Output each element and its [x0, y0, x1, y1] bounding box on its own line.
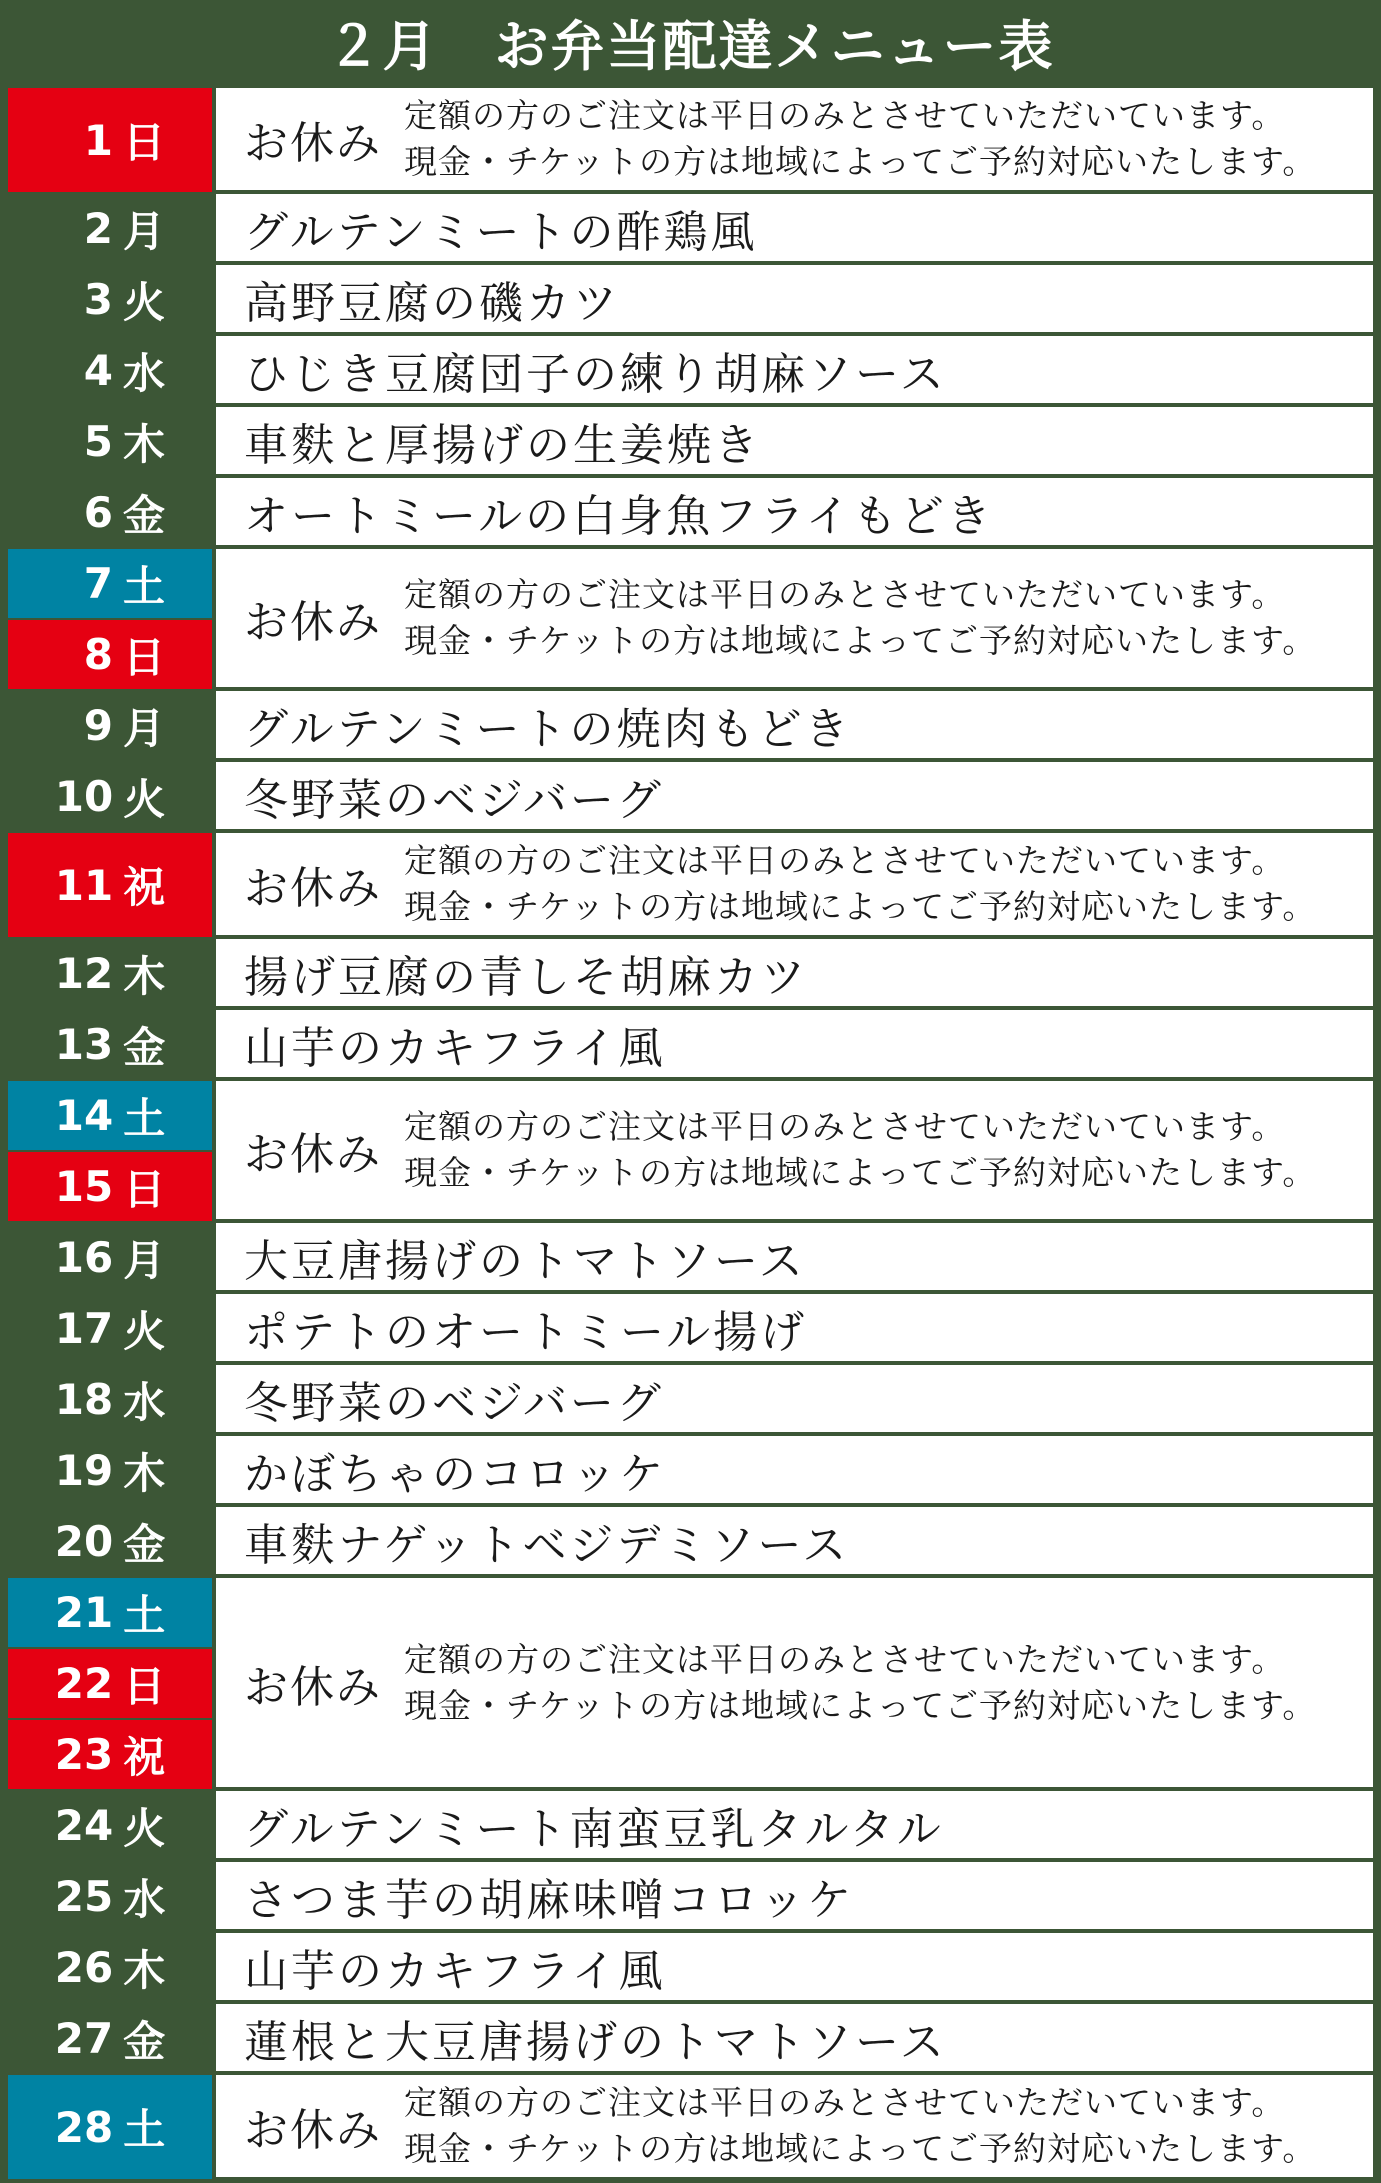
day-number: 1: [83, 115, 113, 165]
weekday: 日: [122, 118, 165, 167]
date-cell: [8, 1081, 212, 1152]
menu-item-name: 冬野菜のベジバーグ: [244, 1377, 664, 1429]
weekday: 金: [123, 2016, 166, 2066]
weekday: 水: [123, 1874, 166, 1924]
menu-item-name: ポテトのオートミール揚げ: [244, 1306, 808, 1358]
day-number: 7: [83, 559, 113, 608]
weekday: 月: [122, 703, 165, 753]
date-cell: [8, 1578, 212, 1649]
date-cell: [8, 1436, 212, 1507]
holiday-note: [404, 572, 1316, 664]
weekday: 金: [122, 490, 165, 540]
date-cell: [8, 2075, 212, 2181]
holiday-note-line1: 定額の方のご注文は平日のみとさせていただいています。: [404, 96, 1286, 135]
menu-row: [8, 760, 1373, 831]
weekday: 日: [123, 1661, 166, 1711]
menu-item-name: オートミールの白身魚フライもどき: [244, 490, 994, 542]
day-number: 12: [54, 949, 114, 998]
holiday-row: [8, 86, 1373, 192]
day-number: 13: [54, 1020, 114, 1069]
holiday-cell: [216, 1081, 1373, 1219]
holiday-note-line2: 現金・チケットの方は地域によってご予約対応いたします。: [404, 142, 1317, 181]
holiday-note-line2: 現金・チケットの方は地域によってご予約対応いたします。: [404, 1153, 1317, 1192]
weekday: 金: [123, 1519, 166, 1569]
menu-row: [8, 1860, 1373, 1931]
date-cell: [8, 407, 212, 478]
date-cell: [8, 1791, 212, 1862]
menu-row: [8, 263, 1373, 334]
menu-cell: [216, 194, 1373, 261]
holiday-label: お休み: [244, 863, 382, 914]
holiday-note: [404, 838, 1316, 930]
holiday-note-line1: 定額の方のご注文は平日のみとさせていただいています。: [404, 841, 1286, 880]
holiday-label: お休み: [244, 1661, 382, 1713]
menu-row: [8, 334, 1373, 405]
day-number: 3: [83, 275, 113, 324]
date-cell: [8, 2004, 212, 2075]
date-cell: [8, 1933, 212, 2004]
holiday-cell: [216, 2075, 1373, 2177]
weekday: 火: [123, 774, 166, 824]
date-cell: [8, 1649, 212, 1720]
date-cell: [8, 478, 212, 549]
date-cell: [8, 1507, 212, 1578]
menu-item-name: 山芋のカキフライ風: [244, 1022, 666, 1074]
holiday-note-line2: 現金・チケットの方は地域によってご予約対応いたします。: [404, 2129, 1317, 2168]
holiday-note: [404, 1637, 1316, 1729]
menu-item-name: グルテンミートの酢鶏風: [244, 206, 758, 258]
date-cell: [8, 194, 212, 265]
holiday-row: [8, 2073, 1373, 2179]
date-cell: [8, 762, 212, 833]
menu-cell: [216, 691, 1373, 758]
weekday: 土: [122, 561, 165, 611]
day-number: 20: [54, 1517, 114, 1566]
date-cell: [8, 265, 212, 336]
weekday: 木: [123, 1945, 166, 1995]
menu-row: [8, 1008, 1373, 1079]
menu-item-name: グルテンミート南蛮豆乳タルタル: [244, 1803, 944, 1855]
menu-item-name: グルテンミートの焼肉もどき: [244, 703, 852, 755]
weekday: 水: [123, 1377, 166, 1427]
menu-cell: [216, 265, 1373, 332]
menu-row: [8, 937, 1373, 1008]
date-cell: [8, 833, 212, 939]
date-cell: [8, 336, 212, 407]
day-number: 21: [54, 1588, 114, 1637]
day-number: 19: [54, 1446, 114, 1495]
page-title: ２月 お弁当配達メニュー表: [326, 15, 1055, 78]
day-number: 2: [83, 204, 113, 253]
menu-row: [8, 1221, 1373, 1292]
menu-item-name: さつま芋の胡麻味噌コロッケ: [244, 1874, 855, 1926]
holiday-row: [8, 1079, 1373, 1221]
holiday-row: [8, 1576, 1373, 1789]
day-number: 25: [54, 1872, 114, 1921]
holiday-label: お休み: [244, 118, 382, 169]
day-number: 27: [54, 2014, 114, 2063]
date-cell: [8, 88, 212, 194]
weekday: 月: [123, 1235, 166, 1285]
weekday: 金: [123, 1022, 166, 1072]
menu-item-name: ひじき豆腐団子の練り胡麻ソース: [244, 348, 947, 400]
holiday-note: [404, 1104, 1316, 1196]
day-number: 10: [54, 772, 114, 821]
menu-row: [8, 405, 1373, 476]
date-cell: [8, 691, 212, 762]
date-cell: [8, 1152, 212, 1223]
menu-item-name: 車麩ナゲットベジデミソース: [244, 1519, 850, 1571]
holiday-row: [8, 831, 1373, 937]
menu-item-name: 蓮根と大豆唐揚げのトマトソース: [244, 2016, 947, 2068]
menu-row: [8, 476, 1373, 547]
day-number: 16: [54, 1233, 114, 1282]
menu-cell: [216, 478, 1373, 545]
day-number: 18: [54, 1375, 114, 1424]
date-cell: [8, 1862, 212, 1933]
day-number: 15: [54, 1162, 114, 1211]
menu-row: [8, 1434, 1373, 1505]
holiday-note-line1: 定額の方のご注文は平日のみとさせていただいています。: [404, 2083, 1286, 2122]
weekday: 木: [123, 951, 166, 1001]
date-cell: [8, 549, 212, 620]
holiday-note-line1: 定額の方のご注文は平日のみとさせていただいています。: [404, 1639, 1286, 1679]
menu-cell: [216, 1294, 1373, 1361]
day-number: 14: [54, 1091, 114, 1140]
holiday-note-line2: 現金・チケットの方は地域によってご予約対応いたします。: [404, 887, 1317, 926]
menu-item-name: 高野豆腐の磯カツ: [244, 277, 620, 329]
menu-cell: [216, 1791, 1373, 1858]
holiday-note-line2: 現金・チケットの方は地域によってご予約対応いたします。: [404, 1685, 1317, 1725]
day-number: 4: [83, 346, 113, 395]
day-number: 22: [54, 1659, 114, 1708]
date-cell: [8, 1294, 212, 1365]
menu-row: [8, 1505, 1373, 1576]
menu-row: [8, 1363, 1373, 1434]
weekday: 水: [122, 348, 165, 398]
date-cell: [8, 1720, 212, 1791]
day-number: 11: [54, 860, 114, 910]
holiday-cell: [216, 1578, 1373, 1787]
menu-cell: [216, 1436, 1373, 1503]
menu-cell: [216, 2004, 1373, 2071]
day-number: 8: [83, 630, 113, 679]
day-number: 6: [83, 488, 113, 537]
menu-cell: [216, 336, 1373, 403]
date-cell: [8, 939, 212, 1010]
day-number: 9: [83, 701, 113, 750]
day-number: 5: [83, 417, 113, 466]
menu-cell: [216, 762, 1373, 829]
menu-item-name: 揚げ豆腐の青しそ胡麻カツ: [244, 951, 808, 1003]
menu-row: [8, 1789, 1373, 1860]
holiday-note-line2: 現金・チケットの方は地域によってご予約対応いたします。: [404, 621, 1317, 660]
menu-item-name: かぼちゃのコロッケ: [244, 1448, 667, 1500]
menu-item-name: 冬野菜のベジバーグ: [244, 774, 664, 826]
weekday: 木: [123, 1448, 166, 1498]
day-number: 24: [54, 1801, 114, 1850]
menu-row: [8, 192, 1373, 263]
holiday-cell: [216, 833, 1373, 935]
menu-item-name: 車麩と厚揚げの生姜焼き: [244, 419, 761, 471]
holiday-note-line1: 定額の方のご注文は平日のみとさせていただいています。: [404, 575, 1286, 614]
menu-item-name: 山芋のカキフライ風: [244, 1945, 666, 1997]
holiday-label: お休み: [244, 597, 382, 648]
weekday: 火: [123, 1306, 166, 1356]
holiday-label: お休み: [244, 1129, 382, 1180]
weekday: 土: [123, 2105, 166, 2154]
menu-cell: [216, 407, 1373, 474]
menu-cell: [216, 1223, 1373, 1290]
day-number: 23: [54, 1730, 114, 1779]
menu-cell: [216, 1933, 1373, 2000]
holiday-label: お休み: [244, 2105, 382, 2156]
weekday: 火: [123, 1803, 166, 1853]
weekday: 祝: [123, 1732, 166, 1782]
weekday: 土: [123, 1093, 166, 1143]
holiday-note: [404, 2080, 1316, 2172]
holiday-note-line1: 定額の方のご注文は平日のみとさせていただいています。: [404, 1107, 1286, 1146]
weekday: 日: [123, 1164, 166, 1214]
menu-cell: [216, 1365, 1373, 1432]
weekday: 火: [122, 277, 165, 327]
menu-item-name: 大豆唐揚げのトマトソース: [244, 1235, 806, 1287]
holiday-note: [404, 93, 1316, 185]
day-number: 26: [54, 1943, 114, 1992]
weekday: 日: [122, 632, 165, 682]
day-number: 28: [54, 2102, 114, 2152]
day-number: 17: [54, 1304, 114, 1353]
holiday-cell: [216, 549, 1373, 687]
menu-row: [8, 2002, 1373, 2073]
weekday: 祝: [123, 863, 166, 912]
menu-cell: [216, 1862, 1373, 1929]
weekday: 土: [123, 1590, 166, 1640]
menu-cell: [216, 1507, 1373, 1574]
holiday-row: [8, 547, 1373, 689]
date-cell: [8, 1223, 212, 1294]
date-cell: [8, 620, 212, 691]
menu-row: [8, 1931, 1373, 2002]
date-cell: [8, 1010, 212, 1081]
weekday: 月: [122, 206, 165, 256]
menu-row: [8, 689, 1373, 760]
date-cell: [8, 1365, 212, 1436]
menu-cell: [216, 1010, 1373, 1077]
holiday-cell: [216, 88, 1373, 190]
menu-row: [8, 1292, 1373, 1363]
weekday: 木: [122, 419, 165, 469]
menu-cell: [216, 939, 1373, 1006]
